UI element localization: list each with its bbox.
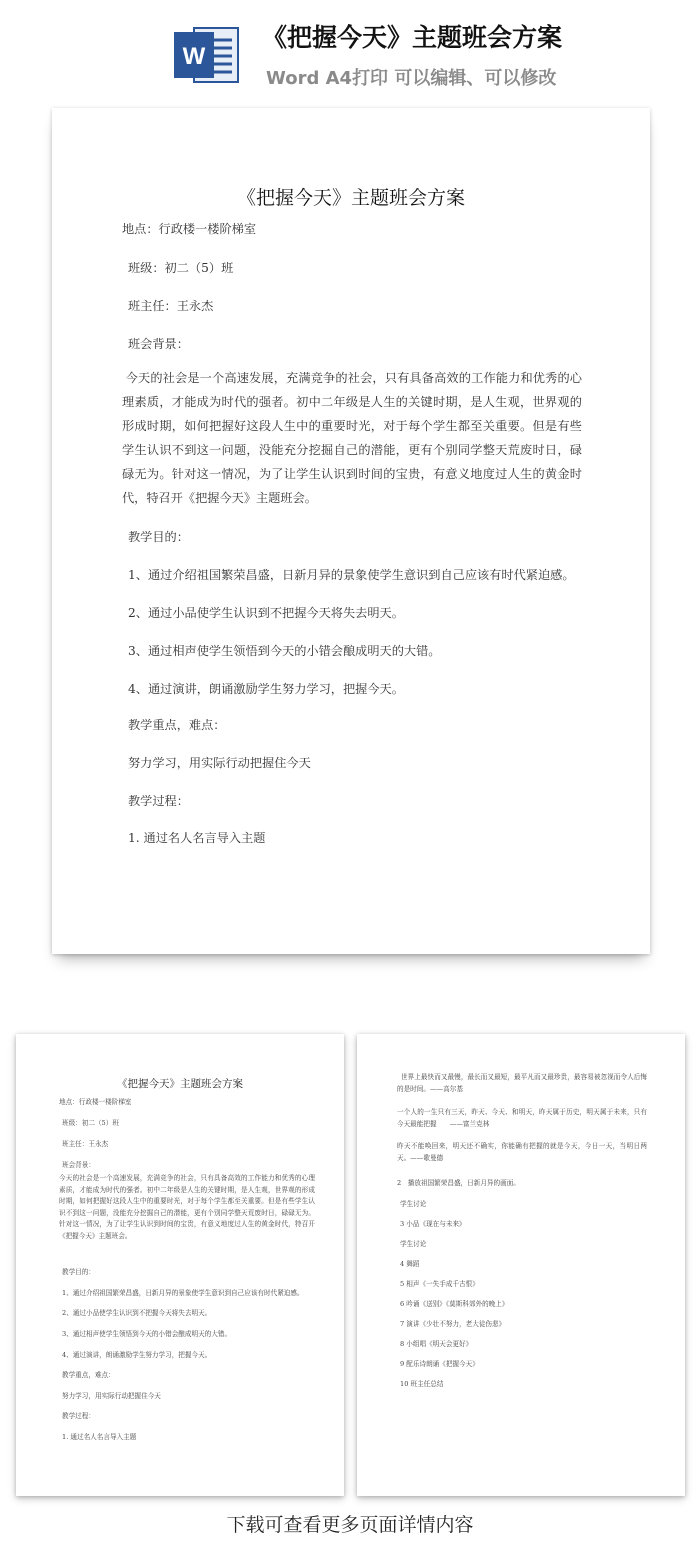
thumb-process-heading: 教学过程： (62, 1412, 95, 1420)
process-item: 4 舞蹈 (400, 1260, 420, 1268)
process-item: 学生讨论 (400, 1240, 427, 1248)
header-title: 《把握今天》主题班会方案 (262, 23, 563, 52)
process-item: 学生讨论 (400, 1200, 427, 1208)
document-page-preview[interactable] (52, 108, 650, 954)
download-more-link[interactable]: 下载可查看更多页面详情内容 (226, 1514, 474, 1536)
header-subtitle: Word A4打印 可以编辑、可以修改 (266, 68, 557, 89)
focus-heading: 教学重点，难点： (128, 718, 226, 732)
thumb-goal-item: 3、通过相声使学生领悟到今天的小错会酿成明天的大错。 (62, 1330, 232, 1338)
process-item: 3 小品《现在与未来》 (400, 1220, 466, 1228)
page-thumbnail-2[interactable] (357, 1034, 685, 1496)
process-item: 6 吟诵《送别》《莫斯科郊外的晚上》 (400, 1300, 509, 1308)
goal-item: 2、通过小品使学生认识到不把握今天将失去明天。 (128, 606, 404, 620)
process-heading: 教学过程： (128, 794, 189, 808)
process-item: 9 配乐诗朗诵《把握今天》 (400, 1360, 479, 1368)
document-title: 《把握今天》主题班会方案 (236, 187, 465, 209)
thumb-background-heading: 班会背景： (62, 1161, 95, 1169)
process-first-step: 1. 通过名人名言导入主题 (128, 831, 266, 845)
thumb-focus-text: 努力学习，用实际行动把握住今天 (62, 1392, 161, 1400)
process-item: 8 小组唱《明天会更好》 (400, 1340, 473, 1348)
goal-item: 3、通过相声使学生领悟到今天的小错会酿成明天的大错。 (128, 644, 441, 658)
goals-heading: 教学目的： (128, 530, 189, 544)
page-thumbnail-1[interactable] (16, 1034, 344, 1496)
svg-text:W: W (182, 43, 206, 70)
thumb-goal-item: 2、通过小品使学生认识到不把握今天将失去明天。 (62, 1309, 212, 1317)
thumb-goals-heading: 教学目的： (62, 1268, 95, 1276)
background-paragraph: 今天的社会是一个高速发展，充满竞争的社会，只有具备高效的工作能力和优秀的心理素质，才能成为时代的强者。初中二年级是人生的关键时期，是人生观，世界观的形成时期，如何把握好这段人生中的重要时光，对于每个学生都至关重要。但是有些学生认识不到这一问题，没能充分挖掘自己的潜能，更有个别同学整天荒废时日，碌碌无为。针对这一情况，为了让学生认识到时间的宝贵，有意义地度过人生的黄金时代，特召开《把握今天》主题班会。 (122, 371, 582, 505)
process-item: 7 演讲《少壮不努力，老大徒伤悲》 (400, 1320, 506, 1328)
thumb-focus-heading: 教学重点，难点： (62, 1371, 115, 1379)
process-item: 5 相声《一失手成千古恨》 (400, 1280, 479, 1288)
thumb-location: 地点：行政楼一楼阶梯室 (59, 1098, 132, 1106)
quote-franklin: 一个人的一生只有三天，昨天、今天、和明天，昨天属于历史，明天属于未来，只有今天最能把握 ——富兰克林 (397, 1108, 647, 1128)
thumb-goal-item: 4、通过演讲，朗诵激励学生努力学习，把握今天。 (62, 1351, 212, 1359)
goal-item: 1、通过介绍祖国繁荣昌盛，日新月异的景象使学生意识到自己应该有时代紧迫感。 (128, 568, 575, 582)
word-icon (174, 22, 240, 88)
background-heading: 班会背景： (128, 337, 189, 351)
process-item: 2 播放祖国繁荣昌盛，日新月异的画面。 (397, 1179, 520, 1187)
goal-item: 4、通过演讲，朗诵激励学生努力学习，把握今天。 (128, 682, 404, 696)
process-item: 10 班主任总结 (400, 1380, 444, 1388)
quote-gorky: 世界上最快而又最慢，最长而又最短，最平凡而又最珍贵，最容易被忽视而令人后悔的是时间。——高尔基 (397, 1073, 647, 1093)
location-line: 地点：行政楼一楼阶梯室 (122, 222, 257, 236)
thumb-teacher: 班主任：王永杰 (62, 1140, 109, 1148)
thumb-title: 《把握今天》主题班会方案 (117, 1078, 243, 1090)
quote-goethe: 昨天不能唤回来，明天还不确实，你能确有把握的就是今天，今日一天，当明日两天。——歌曼德 (397, 1142, 647, 1162)
thumb-goal-item: 1、通过介绍祖国繁荣昌盛，日新月异的景象使学生意识到自己应该有时代紧迫感。 (62, 1289, 304, 1297)
teacher-line: 班主任：王永杰 (128, 299, 214, 313)
thumb-background-paragraph: 今天的社会是一个高速发展，充满竞争的社会，只有具备高效的工作能力和优秀的心理素质，才能成为时代的强者。初中二年级是人生的关键时期，是人生观，世界观的形成时期，如何把握好这段人生中的重要时光，对于每个学生都至关重要。但是有些学生认识不到这一问题，没能充分挖掘自己的潜能，更有个别同学整天荒废时日，碌碌无为。针对这一情况，为了让学生认识到时间的宝贵，有意义地度过人生的黄金时代，特召开《把握今天》主题班会。 (59, 1174, 315, 1240)
focus-text: 努力学习，用实际行动把握住今天 (128, 756, 311, 770)
thumb-class: 班级：初二（5）班 (62, 1119, 119, 1127)
thumb-process-first-step: 1. 通过名人名言导入主题 (62, 1433, 137, 1441)
class-line: 班级：初二（5）班 (128, 261, 234, 275)
